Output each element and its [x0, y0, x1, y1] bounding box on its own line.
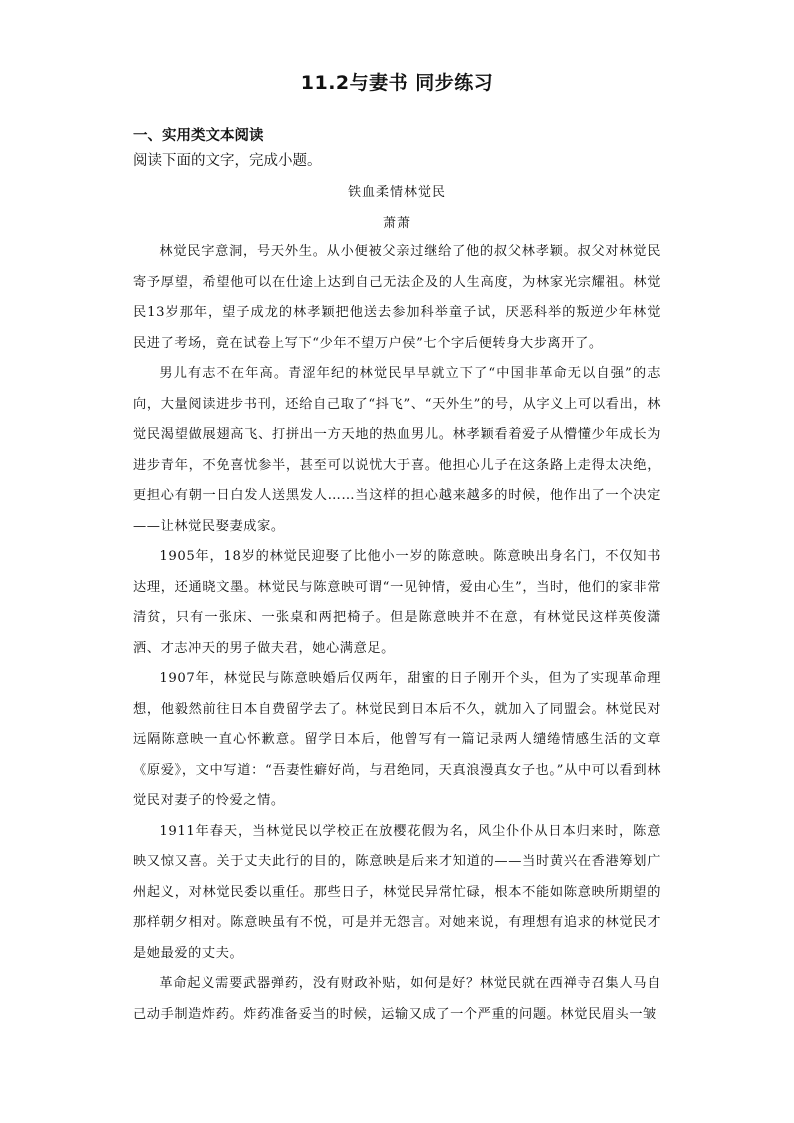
paragraph: 1911年春天，当林觉民以学校正在放樱花假为名，风尘仆仆从日本归来时，陈意映又惊又喜。关于丈夫此行的目的，陈意映是后来才知道的——当时黄兴在香港筹划广州起义，对林觉民委以重任。那些日子，林觉民异常忙碌，根本不能如陈意映所期望的那样朝夕相对。陈意映虽有不悦，可是并无怨言。对她来说，有理想有追求的林觉民才是她最爱的丈夫。 — [133, 823, 661, 961]
passage-author: 萧萧 — [382, 216, 411, 231]
paragraph: 男儿有志不在年高。青涩年纪的林觉民早早就立下了“中国非革命无以自强”的志向，大量阅读进步书刊，还给自己取了“抖飞”、“天外生”的号，从字义上可以看出，林觉民渴望做展翅高飞、打拼出一方天地的热血男儿。林孝颖看着爱子从懵懂少年成长为进步青年，不免喜忧参半，甚至可以说忧大于喜。他担心儿子在这条路上走得太决绝，更担心有朝一日白发人送黑发人……当这样的担心越来越多的时候，他作出了一个决定——让林觉民娶妻成家。 — [133, 366, 661, 534]
section-heading: 一、实用类文本阅读 — [133, 128, 264, 144]
paragraph: 1905年，18岁的林觉民迎娶了比他小一岁的陈意映。陈意映出身名门，不仅知书达理，还通晓文墨。林觉民与陈意映可谓“一见钟情，爱由心生”，当时，他们的家非常清贫，只有一张床、一张桌和两把椅子。但是陈意映并不在意，有林觉民这样英俊潇洒、才志冲天的男子做夫君，她心满意足。 — [133, 549, 661, 656]
passage-body — [133, 237, 661, 1030]
paragraph: 林觉民字意洞，号天外生。从小便被父亲过继给了他的叔父林孝颖。叔父对林觉民寄予厚望，希望他可以在仕途上达到自己无法企及的人生高度，为林家光宗耀祖。林觉民13岁那年，望子成龙的林孝颖把他送去参加科举童子试，厌恶科举的叛逆少年林觉民进了考场，竟在试卷上写下“少年不望万户侯”七个字后便转身大步离开了。 — [133, 244, 661, 351]
paragraph: 1907年，林觉民与陈意映婚后仅两年，甜蜜的日子刚开个头，但为了实现革命理想，他毅然前往日本自费留学去了。林觉民到日本后不久，就加入了同盟会。林觉民对远隔陈意映一直心怀歉意。留学日本后，他曾写有一篇记录两人缱绻情感生活的文章《原爱》，文中写道：“吾妻性癖好尚，与君绝同，天真浪漫真女子也。”从中可以看到林觉民对妻子的怜爱之情。 — [133, 671, 661, 808]
passage-title: 铁血柔情林觉民 — [347, 185, 446, 200]
page-title: 11.2与妻书 同步练习 — [300, 72, 494, 94]
instruction-text: 阅读下面的文字，完成小题。 — [133, 153, 322, 169]
paragraph: 革命起义需要武器弹药，没有财政补贴，如何是好？林觉民就在西禅寺召集人马自己动手制造炸药。炸药准备妥当的时候，运输又成了一个严重的问题。林觉民眉头一皱 — [133, 976, 661, 1022]
